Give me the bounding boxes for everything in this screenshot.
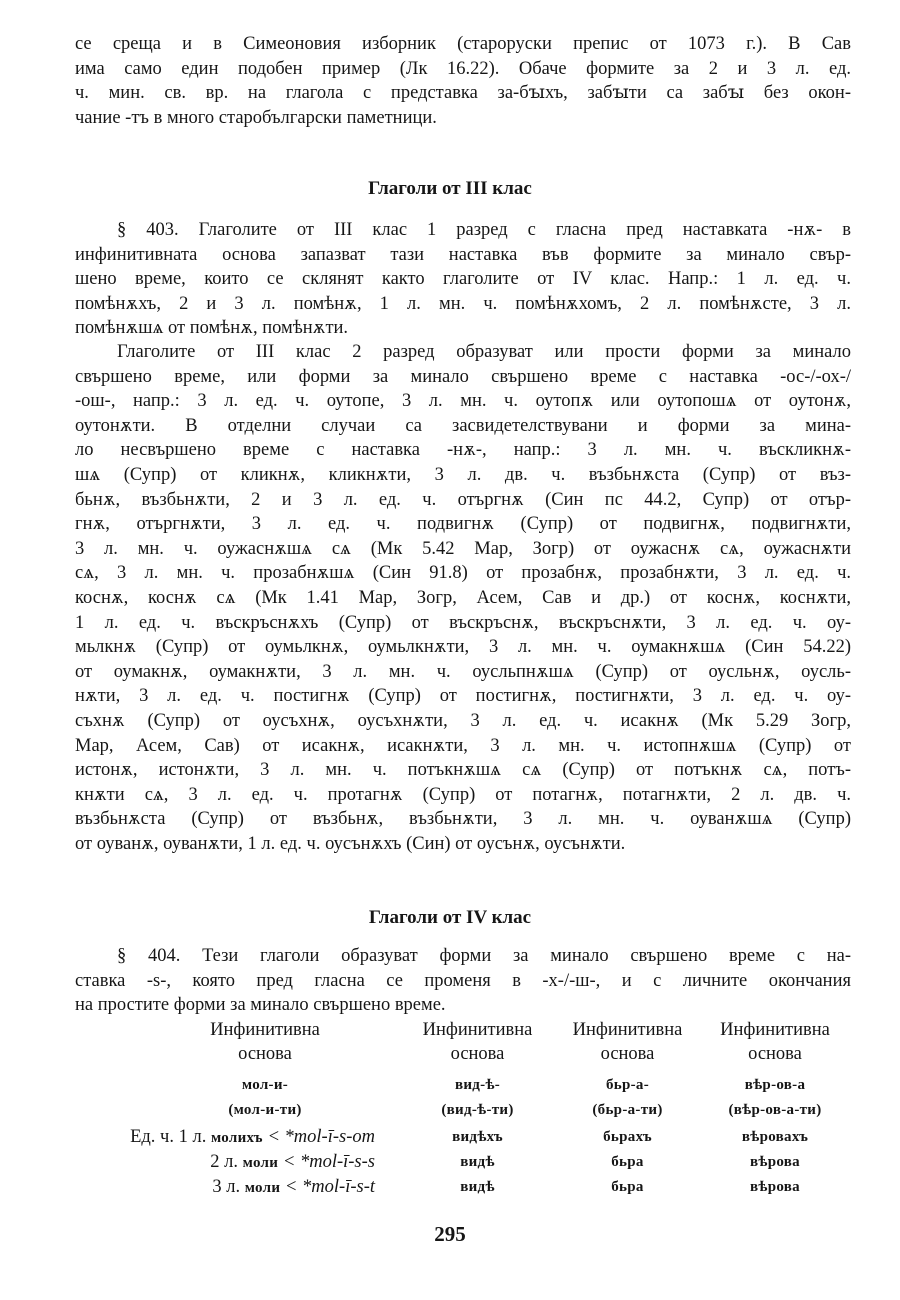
conjugation-table (75, 1018, 851, 1208)
intro-line: ч. мин. св. вр. на глагола с представка за-бꙑхъ, забꙑти са забꙑ без окон- (75, 83, 851, 104)
table-cell: вѣрова (750, 1154, 800, 1170)
intro-line: има само един подобен пример (Лк 16.22). Обаче формите за 2 и 3 л. ед. (75, 58, 851, 79)
verb-form: молихъ (210, 1130, 263, 1146)
stem: вѣр-ов-а (744, 1077, 806, 1093)
intro-line: чание -тъ в много старобългарски паметници. (75, 107, 437, 128)
stem: мол-и- (241, 1077, 289, 1093)
column-header: основа (450, 1044, 505, 1064)
section-403-line: инфинитивната основа запазват тази наставка във формите за минало свър- (75, 244, 851, 265)
infinitive: (вид-ѣ-ти) (441, 1102, 514, 1118)
reconstruction: < *mol-ī-s-om (267, 1127, 375, 1147)
class-2-line: бьнѫ, възбьнѫти, 2 и 3 л. ед. ч. отъргнѫ (Син пс 44.2, Супр) от отър- (75, 489, 851, 510)
table-row-label (75, 1125, 375, 1150)
class-2-line: ло несвършено време с наставка -нѫ-, напр.: 3 л. мн. ч. въскликнѫ- (75, 440, 851, 461)
paragraph-intro (75, 32, 851, 130)
person-label: Ед. ч. 1 л. (130, 1127, 207, 1147)
heading-class-iii: Глаголи от III клас (368, 178, 532, 199)
infinitive: (бьр-а-ти) (592, 1102, 663, 1118)
table-cell: бьра (611, 1179, 644, 1195)
class-2-line: Мар, Асем, Сав) от исакнѫ, исакнѫти, 3 л. мн. ч. истопнѫшѧ (Супр) от (75, 735, 851, 756)
class-2-line: коснѫ, коснѫ сѧ (Мк 1.41 Мар, Зогр, Асем, Сав и др.) от коснѫ, коснѫти, (75, 587, 851, 608)
class-2-line: нѫти, 3 л. ед. ч. постигнѫ (Супр) от постигнѫ, постигнѫти, 3 л. ед. ч. оу- (75, 686, 851, 707)
class-2-line: мьлкнѫ (Супр) от оумьлкнѫ, оумьлкнѫти, 3 л. мн. ч. оумакнѫшѧ (Син 54.22) (75, 637, 851, 658)
person-label: 3 л. (212, 1177, 241, 1197)
section-404-line: на простите форми за минало свършено време. (75, 995, 446, 1016)
verb-form: моли (242, 1155, 279, 1171)
section-404 (75, 944, 851, 1018)
reconstruction: < *mol-ī-s-t (284, 1177, 375, 1197)
class-2-line: Глаголите от III клас 2 разред образуват или прости форми за минало (117, 342, 851, 362)
stem: вид-ѣ- (454, 1077, 501, 1093)
class-2-line: истонѫ, истонѫти, 3 л. мн. ч. потъкнѫшѧ сѧ (Супр) от потъкнѫ сѧ, потъ- (75, 760, 851, 781)
section-403 (75, 218, 851, 341)
table-row-label (75, 1175, 375, 1200)
class-2-line: от оуванѫ, оуванѫти, 1 л. ед. ч. оусънѫхъ (Син) от оусънѫ, оусънѫти. (75, 833, 626, 854)
section-403-line: § 403. Глаголите от III клас 1 разред с гласна пред наставката -нѫ- в (117, 220, 851, 240)
intro-line: се среща и в Симеоновия изборник (староруски препис от 1073 г.). В Сав (75, 34, 851, 54)
column-header: Инфинитивна (422, 1020, 533, 1040)
table-cell: видѣ (460, 1154, 495, 1170)
table-cell: вѣрова (750, 1179, 800, 1195)
table-cell: вѣровахъ (741, 1129, 809, 1145)
class-2-line: от оумакнѫ, оумакнѫти, 3 л. мн. ч. оусльпнѫшѧ (Супр) от оусльнѫ, оусль- (75, 661, 851, 682)
infinitive: (вѣр-ов-а-ти) (728, 1102, 822, 1118)
paragraph-class-2 (75, 340, 851, 856)
class-2-line: шѧ (Супр) от кликнѫ, кликнѫти, 3 л. дв. ч. възбьнѫста (Супр) от въз- (75, 464, 851, 485)
class-2-line: кнѫти сѧ, 3 л. ед. ч. протагнѫ (Супр) от потагнѫ, потагнѫти, 2 л. дв. ч. (75, 784, 851, 805)
section-403-line: помѣнѫшѧ от помѣнѫ, помѣнѫти. (75, 318, 349, 339)
table-cell: видѣхъ (452, 1129, 503, 1145)
section-404-line: ставка -s-, която пред гласна се променя в -х-/-ш-, и с личните окончания (75, 970, 851, 991)
table-cell: видѣ (460, 1179, 495, 1195)
class-2-line: сѧ, 3 л. мн. ч. прозабнѫшѧ (Син 91.8) от прозабнѫ, прозабнѫти, 3 л. ед. ч. (75, 563, 851, 584)
section-404-line: § 404. Тези глаголи образуват форми за минало свършено време с на- (117, 946, 851, 966)
stem: бьр-а- (605, 1077, 650, 1093)
page-number: 295 (434, 1222, 466, 1246)
table-cell: бьра (611, 1154, 644, 1170)
table-cell: бьрахъ (603, 1129, 652, 1145)
column-header: основа (238, 1044, 292, 1064)
class-2-line: възбьнѫста (Супр) от възбьнѫ, възбьнѫти, 3 л. мн. ч. оуванѫшѧ (Супр) (75, 809, 851, 830)
column-header: Инфинитивна (720, 1020, 830, 1040)
class-2-line: 3 л. мн. ч. оужаснѫшѧ сѧ (Мк 5.42 Мар, Зогр) от оужаснѫ сѧ, оужаснѫти (75, 538, 851, 559)
class-2-line: съхнѫ (Супр) от оусъхнѫ, оусъхнѫти, 3 л. ед. ч. исакнѫ (Мк 5.29 Зогр, (75, 710, 851, 731)
column-header: основа (600, 1044, 655, 1064)
column-header: Инфинитивна (572, 1020, 683, 1040)
verb-form: моли (244, 1180, 281, 1196)
column-header: Инфинитивна (210, 1020, 320, 1040)
column-header: основа (748, 1044, 802, 1064)
class-2-line: оутонѫти. В отделни случаи са засвидетелствувани и форми за мина- (75, 415, 851, 436)
person-label: 2 л. (210, 1152, 239, 1172)
class-2-line: 1 л. ед. ч. въскръснѫхъ (Супр) от въскръснѫ, въскръснѫти, 3 л. ед. ч. оу- (75, 612, 851, 633)
section-403-line: шено време, които се склянят както глаголите от IV клас. Напр.: 1 л. ед. ч. (75, 269, 851, 290)
reconstruction: < *mol-ī-s-s (282, 1152, 375, 1172)
heading-class-iv: Глаголи от IV клас (368, 907, 532, 928)
class-2-line: -ош-, напр.: 3 л. ед. ч. оутопе, 3 л. мн. ч. оутопѫ или оутопошѧ от оутонѫ, (75, 391, 851, 412)
section-403-line: помѣнѫхъ, 2 и 3 л. помѣнѫ, 1 л. мн. ч. помѣнѫхомъ, 2 л. помѣнѫсте, 3 л. (75, 293, 851, 314)
table-row-label (75, 1150, 375, 1175)
class-2-line: гнѫ, отъргнѫти, 3 л. ед. ч. подвигнѫ (Супр) от подвигнѫ, подвигнѫти, (75, 514, 851, 535)
class-2-line: свършено време, или форми за минало свършено време с наставка -ос-/-ох-/ (75, 366, 851, 387)
infinitive: (мол-и-ти) (228, 1102, 302, 1118)
